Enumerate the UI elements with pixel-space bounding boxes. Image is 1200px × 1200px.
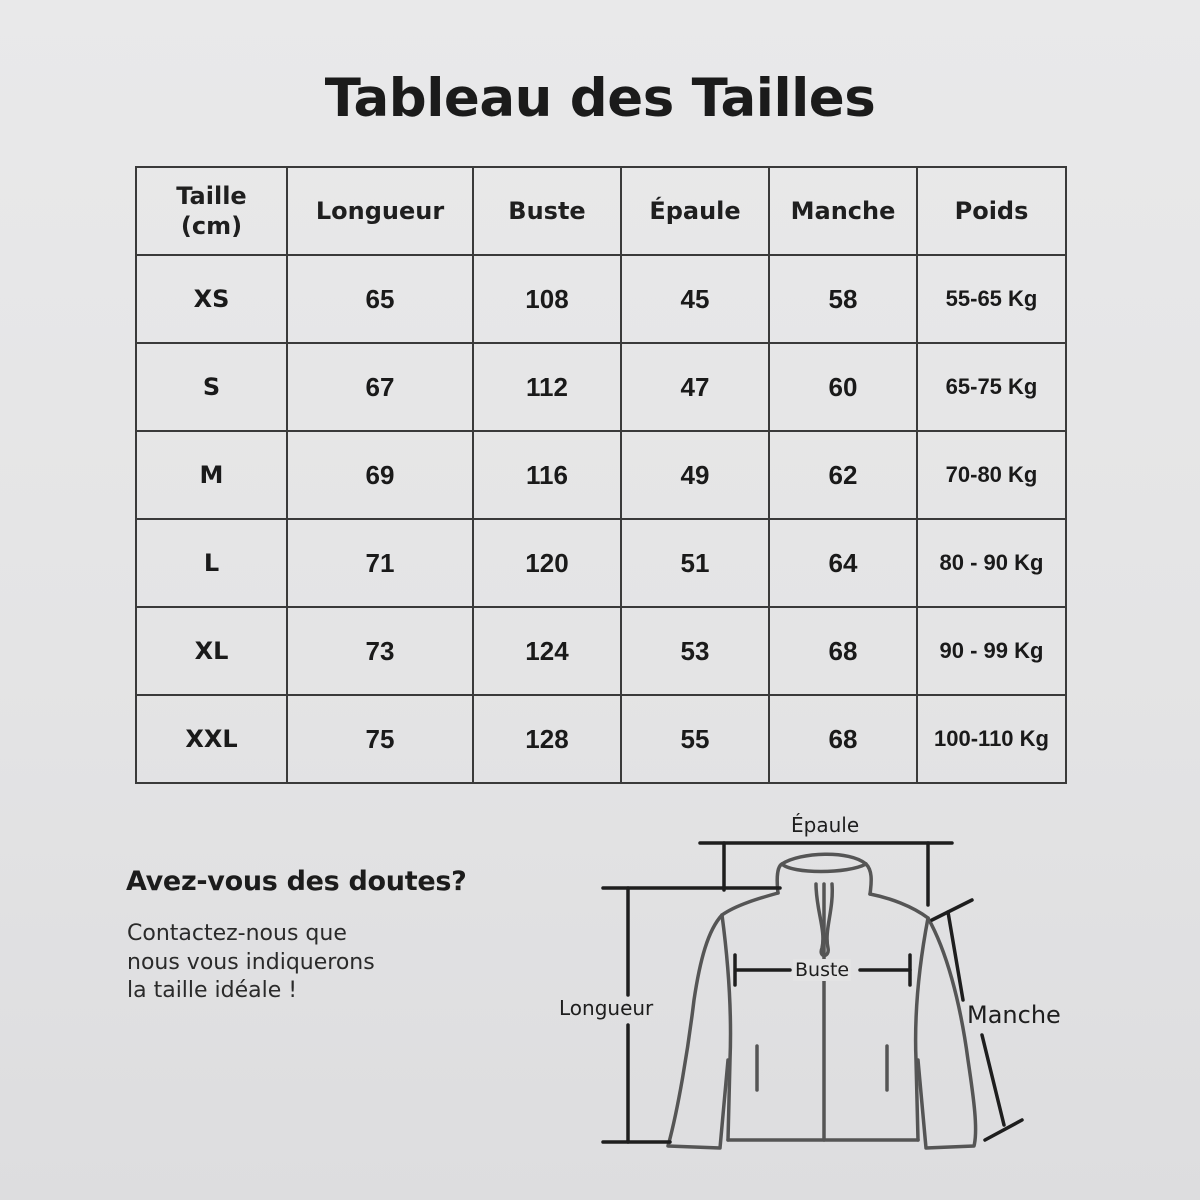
chest-cell: 112 (473, 343, 621, 431)
sleeve-cell: 68 (769, 607, 917, 695)
size-cell: S (136, 343, 287, 431)
length-cell: 75 (287, 695, 473, 783)
shoulder-cell: 55 (621, 695, 769, 783)
table-row (136, 695, 1066, 783)
length-cell: 65 (287, 255, 473, 343)
chest-cell: 124 (473, 607, 621, 695)
size-chart-table (135, 166, 1067, 784)
table-row (136, 519, 1066, 607)
shoulder-label: Épaule (791, 813, 860, 837)
table-row (136, 431, 1066, 519)
column-header-size: Taille (cm) (136, 167, 287, 255)
table-row (136, 607, 1066, 695)
weight-cell: 70-80 Kg (917, 431, 1066, 519)
sleeve-cell: 64 (769, 519, 917, 607)
column-header-length: Longueur (287, 167, 473, 255)
size-cell: XL (136, 607, 287, 695)
sleeve-measure-line (948, 912, 963, 1000)
shoulder-cell: 53 (621, 607, 769, 695)
size-cell: L (136, 519, 287, 607)
sleeve-cell: 60 (769, 343, 917, 431)
chest-label: Buste (795, 959, 850, 981)
page-title: Tableau des Tailles (324, 68, 876, 129)
weight-cell: 55-65 Kg (917, 255, 1066, 343)
column-header-sleeve: Manche (769, 167, 917, 255)
help-text-line: Contactez-nous que (127, 921, 347, 946)
shoulder-cell: 49 (621, 431, 769, 519)
help-heading: Avez-vous des doutes? (126, 866, 467, 897)
length-label: Longueur (559, 996, 654, 1020)
column-header-chest: Buste (473, 167, 621, 255)
weight-cell: 80 - 90 Kg (917, 519, 1066, 607)
column-header-shoulder: Épaule (621, 167, 769, 255)
sleeve-label: Manche (967, 1001, 1061, 1029)
length-cell: 69 (287, 431, 473, 519)
length-cell: 73 (287, 607, 473, 695)
sleeve-cell: 68 (769, 695, 917, 783)
table-header-row (136, 167, 1066, 255)
sleeve-cell: 62 (769, 431, 917, 519)
chest-cell: 108 (473, 255, 621, 343)
size-cell: XS (136, 255, 287, 343)
shoulder-cell: 51 (621, 519, 769, 607)
length-cell: 71 (287, 519, 473, 607)
shoulder-cell: 47 (621, 343, 769, 431)
size-cell: M (136, 431, 287, 519)
chest-cell: 120 (473, 519, 621, 607)
weight-cell: 100-110 Kg (917, 695, 1066, 783)
table-row (136, 343, 1066, 431)
jacket-outline (668, 854, 976, 1148)
weight-cell: 65-75 Kg (917, 343, 1066, 431)
size-cell: XXL (136, 695, 287, 783)
table-row (136, 255, 1066, 343)
help-text (127, 920, 467, 1006)
measurement-lines (603, 843, 1022, 1142)
help-text-line: nous vous indiquerons (127, 949, 375, 975)
help-text-line: la taille idéale ! (127, 978, 298, 1003)
chest-cell: 128 (473, 695, 621, 783)
shoulder-cell: 45 (621, 255, 769, 343)
chest-cell: 116 (473, 431, 621, 519)
column-header-weight: Poids (917, 167, 1066, 255)
length-cell: 67 (287, 343, 473, 431)
sleeve-cell: 58 (769, 255, 917, 343)
weight-cell: 90 - 99 Kg (917, 607, 1066, 695)
